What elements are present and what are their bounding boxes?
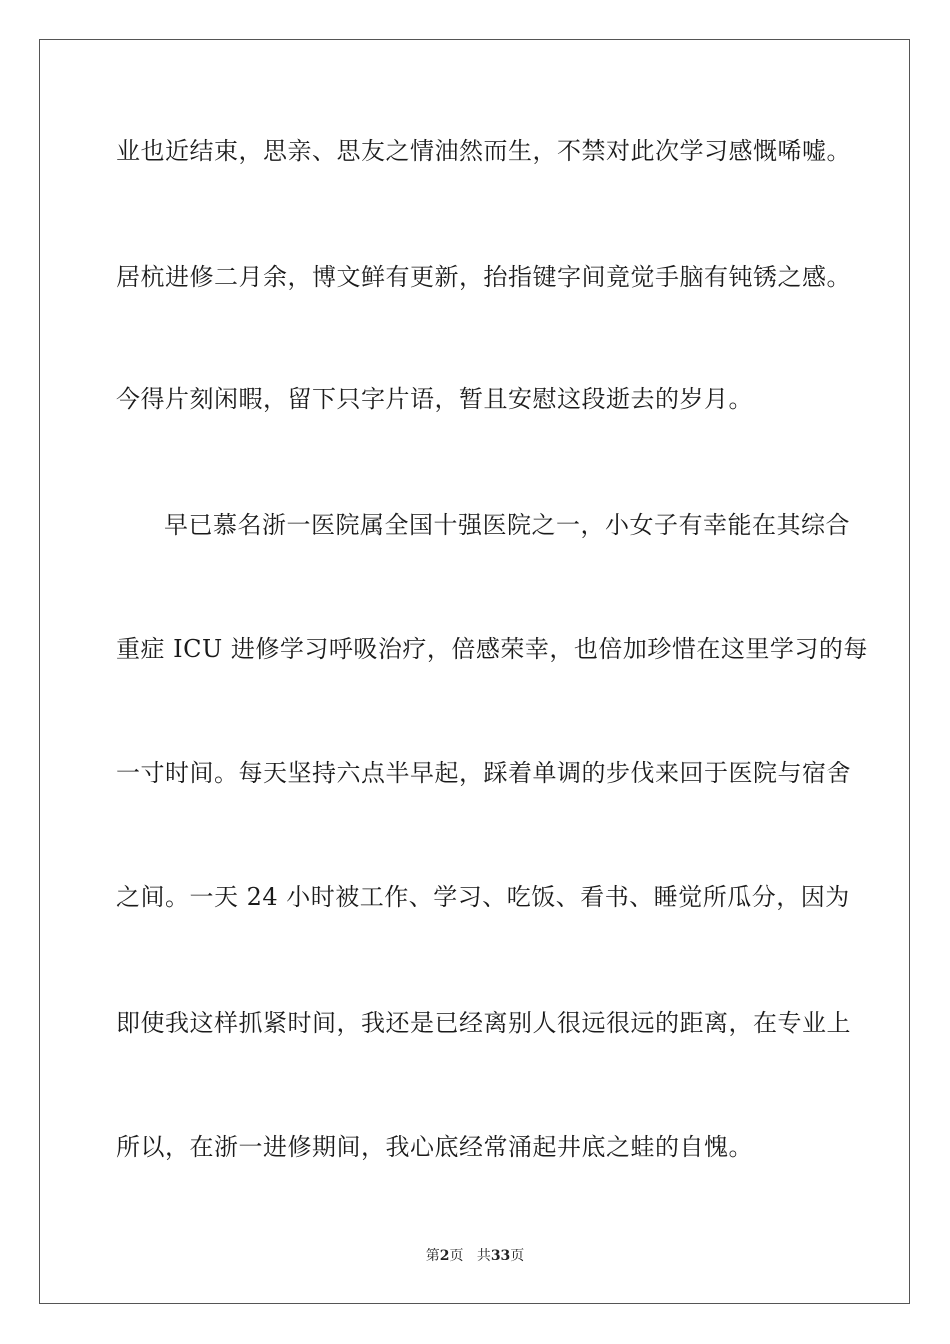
page-prefix: 第 xyxy=(425,1248,440,1264)
text-line-1: 业也近结束，思亲、思友之情油然而生，不禁对此次学习感慨唏嘘。 xyxy=(116,137,851,165)
page-total: 33 xyxy=(490,1248,511,1264)
text-line-3: 今得片刻闲暇，留下只字片语，暂且安慰这段逝去的岁月。 xyxy=(116,385,753,413)
page-current: 2 xyxy=(439,1248,450,1264)
text-line-7: 之间。一天 24 小时被工作、学习、吃饭、看书、睡觉所瓜分，因为 xyxy=(116,883,850,911)
text-line-4: 早已慕名浙一医院属全国十强医院之一，小女子有幸能在其综合 xyxy=(164,511,850,539)
text-line-9: 所以，在浙一进修期间，我心底经常涌起井底之蛙的自愧。 xyxy=(116,1133,753,1161)
total-suffix: 页 xyxy=(510,1248,525,1264)
page-border xyxy=(39,39,910,1304)
text-line-5: 重症 ICU 进修学习呼吸治疗，倍感荣幸，也倍加珍惜在这里学习的每 xyxy=(116,635,868,663)
total-prefix: 共 xyxy=(476,1248,491,1264)
text-line-8: 即使我这样抓紧时间，我还是已经离别人很远很远的距离，在专业上 xyxy=(116,1009,851,1037)
text-line-2: 居杭进修二月余，博文鲜有更新，抬指键字间竟觉手脑有钝锈之感。 xyxy=(116,263,851,291)
text-line-6: 一寸时间。每天坚持六点半早起，踩着单调的步伐来回于医院与宿舍 xyxy=(116,759,851,787)
page-suffix: 页 xyxy=(449,1248,464,1264)
page-footer xyxy=(0,1247,950,1265)
